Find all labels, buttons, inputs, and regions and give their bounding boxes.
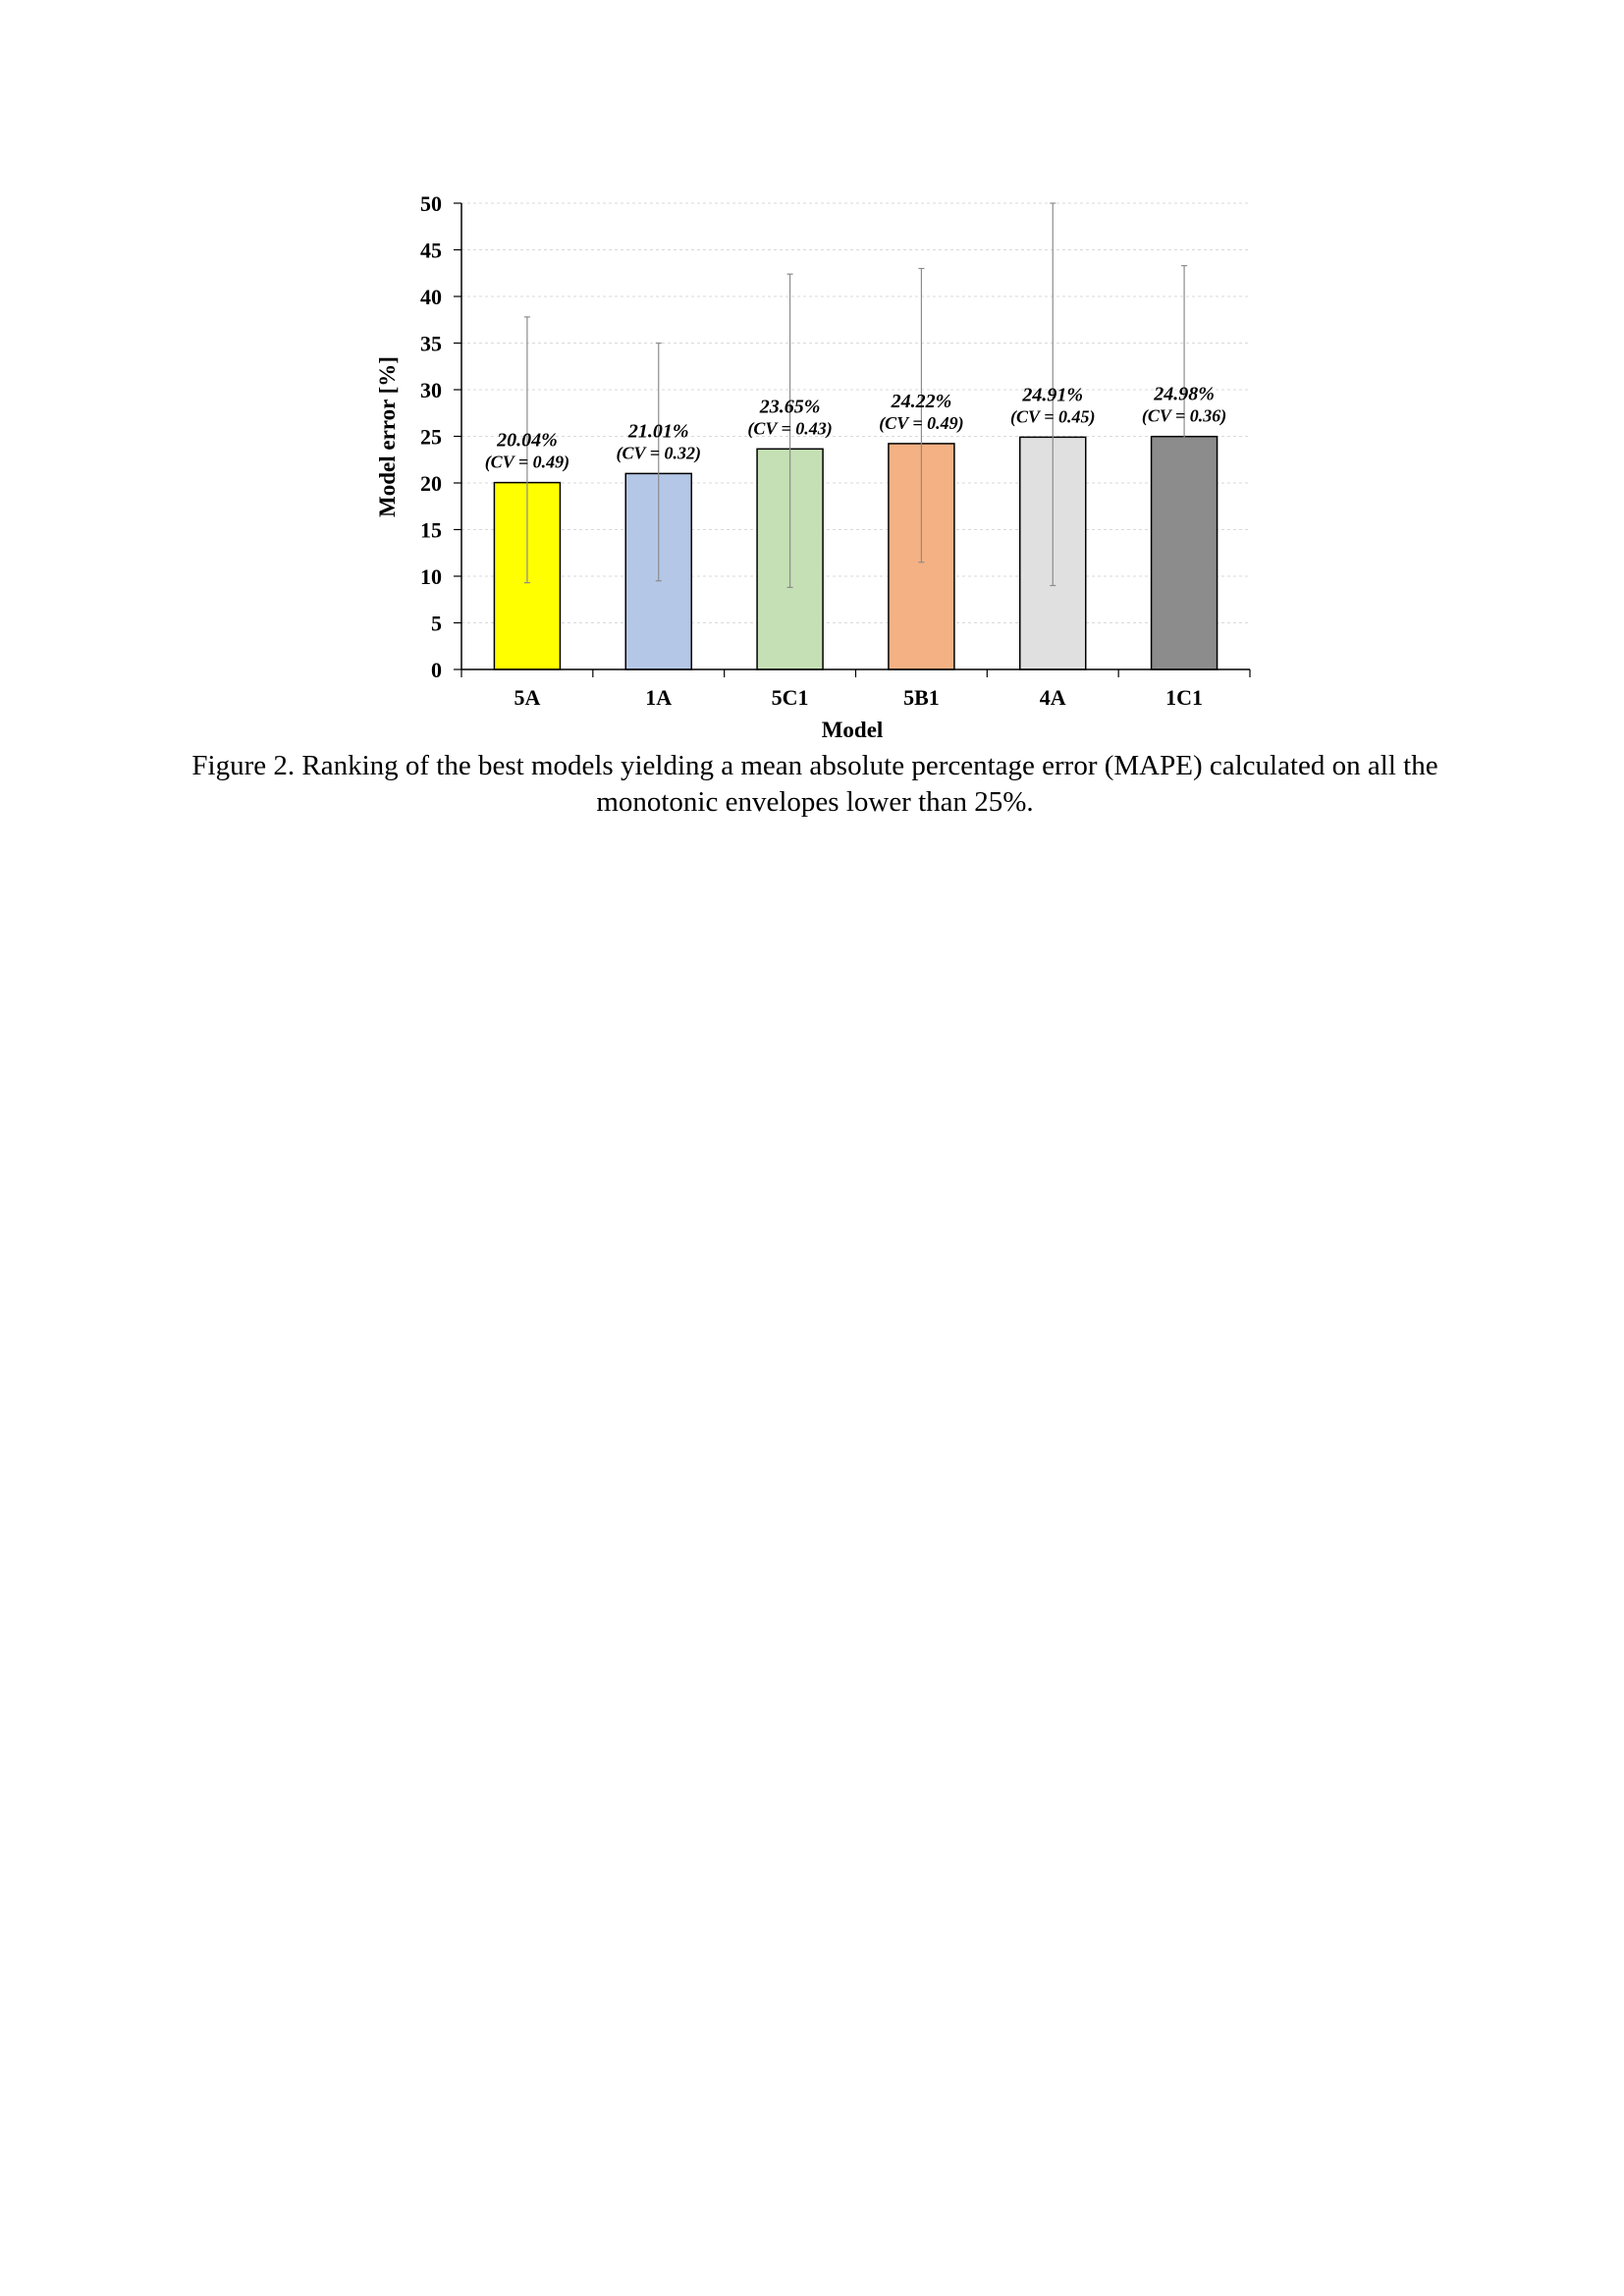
data-label-value: 24.91%	[1022, 384, 1084, 406]
y-axis-title: Model error [%]	[375, 356, 400, 517]
y-tick-label: 10	[420, 564, 442, 589]
data-label-value: 24.98%	[1154, 383, 1215, 405]
gridlines	[461, 203, 1250, 623]
data-labels	[485, 384, 1227, 473]
x-tick-label: 5A	[514, 685, 541, 710]
caption-line-2: monotonic envelopes lower than 25%.	[596, 786, 1034, 818]
x-tick-label: 5C1	[771, 685, 809, 710]
data-label-cv: (CV = 0.45)	[1010, 406, 1096, 427]
y-tick-label: 20	[420, 471, 442, 496]
data-label-cv: (CV = 0.43)	[747, 418, 833, 439]
x-tick-label: 4A	[1039, 685, 1066, 710]
data-label-value: 24.22%	[891, 390, 952, 412]
y-tick-label: 50	[420, 191, 442, 216]
data-label-cv: (CV = 0.32)	[616, 443, 701, 463]
data-label-cv: (CV = 0.49)	[879, 412, 964, 433]
x-ticks	[461, 669, 1250, 710]
bar-chart	[0, 0, 1624, 766]
x-tick-label: 5B1	[903, 685, 940, 710]
y-tick-label: 40	[420, 285, 442, 309]
data-label-value: 21.01%	[627, 420, 689, 443]
figure-caption	[137, 748, 1492, 821]
y-ticks	[420, 191, 461, 682]
y-tick-label: 15	[420, 517, 442, 543]
data-label-value: 20.04%	[497, 429, 558, 452]
x-tick-label: 1C1	[1165, 685, 1204, 710]
data-label-cv: (CV = 0.36)	[1141, 405, 1227, 426]
bars	[494, 437, 1217, 669]
x-tick-label: 1A	[645, 685, 673, 710]
y-tick-label: 45	[420, 238, 442, 263]
y-tick-label: 30	[420, 378, 442, 402]
caption-line-1: Figure 2. Ranking of the best models yielding a mean absolute percentage error (MAPE) calculated on all the	[191, 750, 1438, 781]
y-tick-label: 25	[420, 424, 442, 450]
data-label-cv: (CV = 0.49)	[484, 452, 570, 472]
x-axis-title: Model	[821, 718, 884, 742]
y-tick-label: 5	[431, 611, 442, 636]
y-tick-label: 35	[420, 331, 442, 356]
data-label-value: 23.65%	[759, 396, 821, 418]
y-tick-label: 0	[431, 658, 442, 682]
